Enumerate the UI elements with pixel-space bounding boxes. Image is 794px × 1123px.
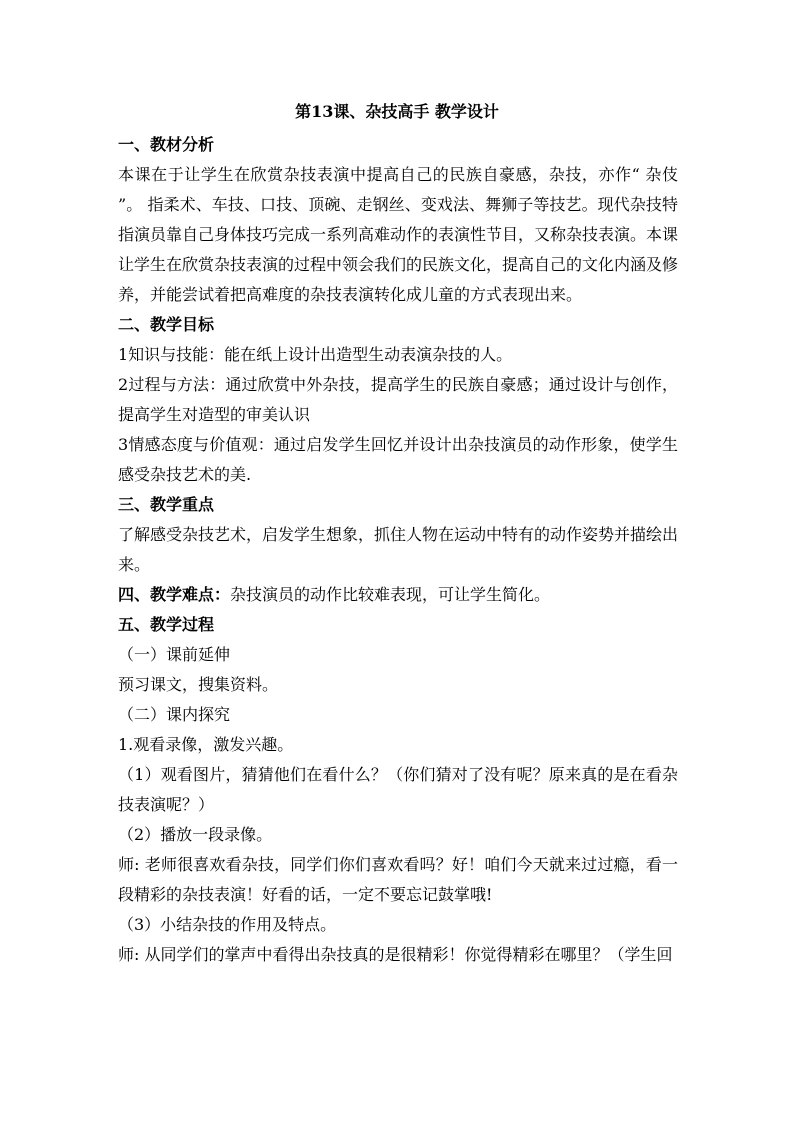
step-item-1: 1.观看录像，激发兴趣。: [118, 735, 294, 754]
document-body: [118, 130, 678, 970]
paragraph-pre-class: 预习课文，搜集资料。: [118, 675, 279, 694]
step-item-1-1: （1）观看图片，猜猜他们在看什么？（你们猜对了没有呢？原来真的是在看杂技表演呢？）: [118, 765, 678, 814]
paragraph-key-points: 了解感受杂技艺术，启发学生想象，抓住人物在运动中特有的动作姿势并描绘出来。: [118, 525, 679, 574]
step-item-1-3: （3）小结杂技的作用及特点。: [118, 915, 337, 934]
teacher-speech-1: 师: 老师很喜欢看杂技，同学们你们喜欢看吗？好！咱们今天就来过过瘾，看一段精彩的杂技表演！好看的话，一定不要忘记鼓掌哦!: [118, 855, 678, 904]
step-item-1-2: （2）播放一段录像。: [118, 825, 273, 844]
paragraph-analysis: 本课在于让学生在欣赏杂技表演中提高自己的民族自豪感，杂技，亦作“ 杂伎 ”。 指柔术、车技、口技、顶碗、走钢丝、变戏法、舞狮子等技艺。现代杂技特指演员靠自己身体技巧完成一系列高难动作的表演性节目，又称杂技表演。本课让学生在欣赏杂技表演的过程中领会我们的民族文化，提高自己的文化内涵及修养，并能尝试着把高难度的杂技表演转化成儿童的方式表现出来。: [118, 165, 679, 304]
goal-item-1: 1知识与技能：能在纸上设计出造型生动表演杂技的人。: [118, 345, 513, 364]
goal-item-3: 3情感态度与价值观：通过启发学生回忆并设计出杂技演员的动作形象，使学生感受杂技艺术的美.: [118, 435, 678, 484]
teacher-speech-2: 师: 从同学们的掌声中看得出杂技真的是很精彩！你觉得精彩在哪里？（学生回: [118, 945, 673, 964]
section-heading-goals: 二、教学目标: [118, 315, 215, 334]
section-heading-analysis: 一、教材分析: [118, 135, 215, 154]
subheading-in-class: （二）课内探究: [118, 705, 231, 724]
document-title: 第13课、杂技高手 教学设计: [295, 102, 499, 121]
goal-item-2: 2过程与方法：通过欣赏中外杂技，提高学生的民族自豪感；通过设计与创作，提高学生对造型的审美认识: [118, 375, 678, 424]
section-heading-difficulty: 四、教学难点：: [118, 585, 231, 604]
section-heading-key-points: 三、教学重点: [118, 495, 215, 514]
subheading-pre-class: （一）课前延伸: [118, 645, 231, 664]
difficulty-text: 杂技演员的动作比较难表现，可让学生简化。: [230, 585, 551, 604]
section-heading-process: 五、教学过程: [118, 615, 215, 634]
difficulty-paragraph: [118, 580, 678, 610]
